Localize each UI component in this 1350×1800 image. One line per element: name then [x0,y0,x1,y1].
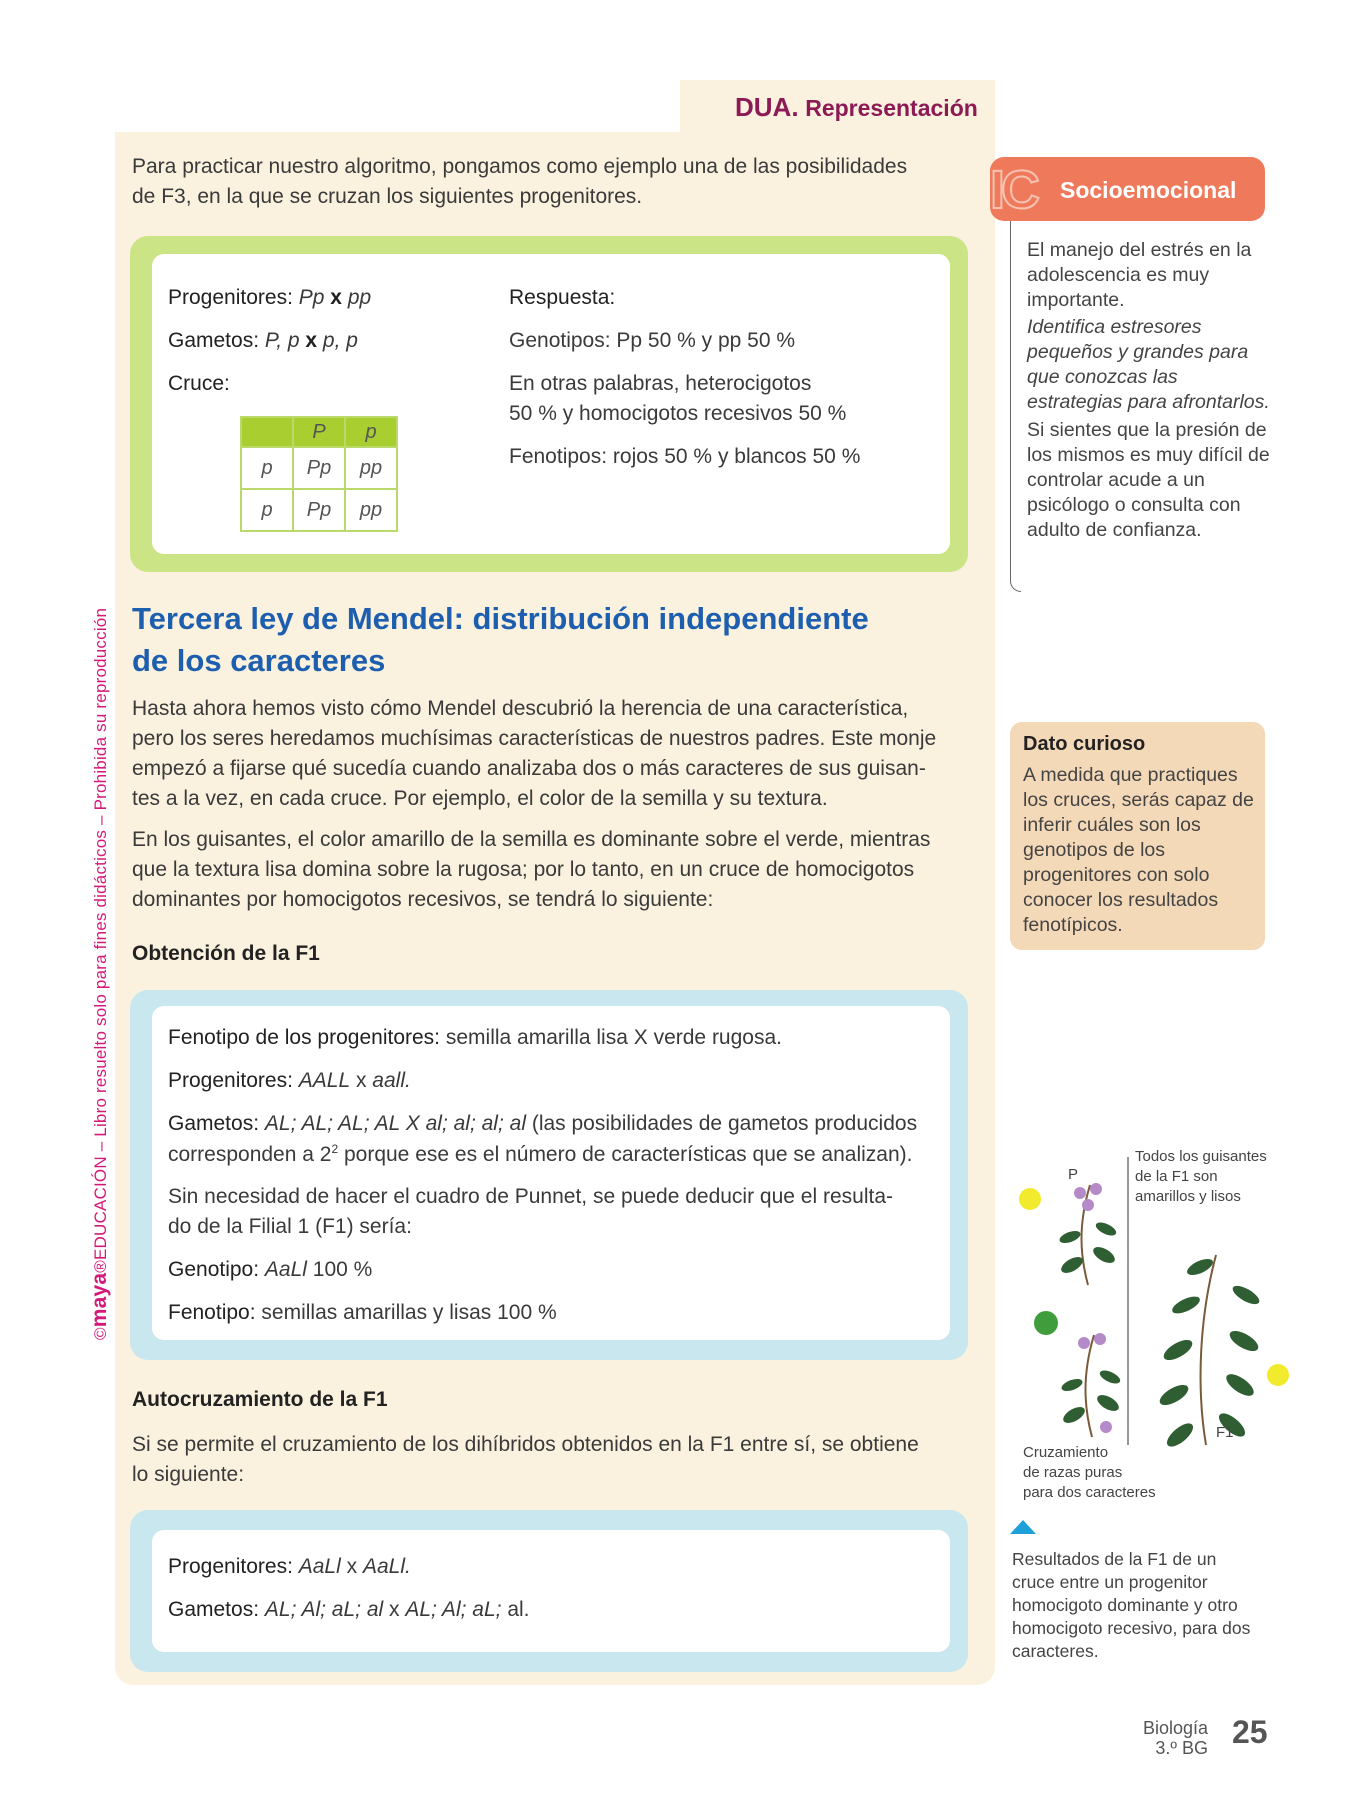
paragraph-3: Si se permite el cruzamiento de los dihíbridos obtenidos en la F1 entre sí, se obtiene lo siguiente: [132,1433,919,1486]
fenotipo-progenitores-line: Fenotipo de los progenitores: semilla amarilla lisa X verde rugosa. [168,1026,782,1049]
punnett-cell: Pp [293,489,345,531]
section-heading: Tercera ley de Mendel: distribución independiente de los caracteres [132,601,869,678]
fenotipos-line: Fenotipos: rojos 50 % y blancos 50 % [509,445,861,468]
gametos-line: Gametos: P, p x p, p [168,329,358,352]
punnett-cell: Pp [293,447,345,489]
punnett-corner [241,417,293,447]
figure-note: Todos los guisantes de la F1 son amarillos y lisos [1135,1148,1267,1205]
gametos-autocruce-line: Gametos: AL; Al; aL; al x AL; Al; aL; al. [168,1598,530,1621]
dato-curioso-text: A medida que practiques los cruces, serás capaz de inferir cuáles son los genotipos de los progenitores con solo conocer los resultados fenotípicos. [1023,764,1254,936]
intro-line-2: de F3, en la que se cruzan los siguientes progenitores. [132,185,643,208]
parent-plant-2-icon [1060,1333,1122,1437]
respuesta-label: Respuesta: [509,286,616,309]
progenitores-f1-line: Progenitores: AALL x aall. [168,1069,411,1092]
p-label: P [1068,1166,1079,1183]
paragraph-1: Hasta ahora hemos visto cómo Mendel descubrió la herencia de una característica, pero los seres heredamos muchísimas características de nuestros padres. Este monje empezó a fijarse qué sucedía cuando analizaba dos o más caracteres de sus guisan- tes a la vez, en cada cruce. Por ejemplo, el color de la semilla y su textura. [132,697,937,810]
sin-necesidad-line-2: do de la Filial 1 (F1) sería: [168,1215,412,1238]
punnett-row-header: p [241,489,293,531]
genotipo-line: Genotipo: AaLl 100 % [168,1258,373,1281]
caption-triangle-icon [1010,1520,1036,1534]
copyright-text: EDUCACIÓN – Libro resuelto solo para fines didácticos – Prohibida su reproducción [91,607,110,1261]
figure-caption: Resultados de la F1 de un cruce entre un progenitor homocigoto dominante y otro homocigoto recesivo, para dos caracteres. [1012,1549,1251,1661]
punnett-cell: pp [345,489,397,531]
yellow-pea-icon [1267,1364,1289,1386]
dua-label: DUA. Representación [735,92,978,122]
intro-line-1: Para practicar nuestro algoritmo, pongamos como ejemplo una de las posibilidades [132,155,908,178]
progenitores-autocruce-line: Progenitores: AaLl x AaLl. [168,1555,411,1578]
subheading-autocruzamiento: Autocruzamiento de la F1 [132,1388,388,1411]
socioemocional-title: Socioemocional [1060,177,1237,203]
figure-cross-label: Cruzamiento de razas puras para dos caracteres [1023,1444,1156,1501]
page-number: 25 [1232,1714,1268,1750]
parent-plant-1-icon [1058,1183,1118,1285]
copyright-notice [88,608,112,1340]
autocruce-box-inner [152,1530,950,1652]
gametos-f1-line-2: corresponden a $2^2$ porque ese es el número de características que se analizan). [168,1142,913,1166]
punnett-row-header: p [241,447,293,489]
otras-palabras-line-2: 50 % y homocigotos recesivos 50 % [509,402,847,425]
copyright-symbol: © [91,1327,110,1340]
cruce-label: Cruce: [168,372,230,395]
punnett-cell: pp [345,447,397,489]
fenotipo-line: Fenotipo: semillas amarillas y lisas 100 % [168,1301,557,1324]
f1-label: F1 [1216,1424,1234,1441]
gametos-f1-line: Gametos: AL; AL; AL; AL X al; al; al; al (las posibilidades de gametos producidos [168,1112,918,1135]
brand-logo: maya [88,1272,111,1328]
panel-top-cutout [115,80,680,132]
progenitores-line: Progenitores: Pp x pp [168,286,372,309]
yellow-pea-icon [1019,1188,1041,1210]
ic-icon: IC [990,160,1036,220]
f1-plant-icon [1157,1255,1262,1451]
genotipos-line: Genotipos: Pp 50 % y pp 50 % [509,329,796,352]
footer-subject: Biología 3.º BG [1142,1718,1208,1758]
punnett-header-cell: p [345,417,397,447]
green-pea-icon [1034,1311,1058,1335]
punnett-square [240,416,398,532]
dua-tab-slope [680,80,735,132]
otras-palabras-line-1: En otras palabras, heterocigotos [509,372,812,395]
subheading-f1: Obtención de la F1 [132,942,320,965]
sin-necesidad-line-1: Sin necesidad de hacer el cuadro de Punnet, se puede deducir que el resulta- [168,1185,893,1208]
f1-box-inner [152,1006,950,1340]
dato-curioso-title: Dato curioso [1023,733,1146,755]
punnett-header-cell: P [293,417,345,447]
paragraph-2: En los guisantes, el color amarillo de la semilla es dominante sobre el verde, mientras que la textura lisa domina sobre la rugosa; por lo tanto, en un cruce de homocigotos dominantes por homocigotos recesivos, se tendrá lo siguiente: [132,828,931,911]
socioemocional-text: El manejo del estrés en la adolescencia es muy importante. Identifica estresores pequeños y grandes para que conozcas las estrategias para afrontarlos. Si sientes que la presión de los mismos es muy difícil de controlar acude a un psicólogo o consulta con adulto de confianza. [1027,239,1270,541]
registered-symbol: ® [91,1260,110,1273]
socioemocional-bracket [1010,221,1021,592]
